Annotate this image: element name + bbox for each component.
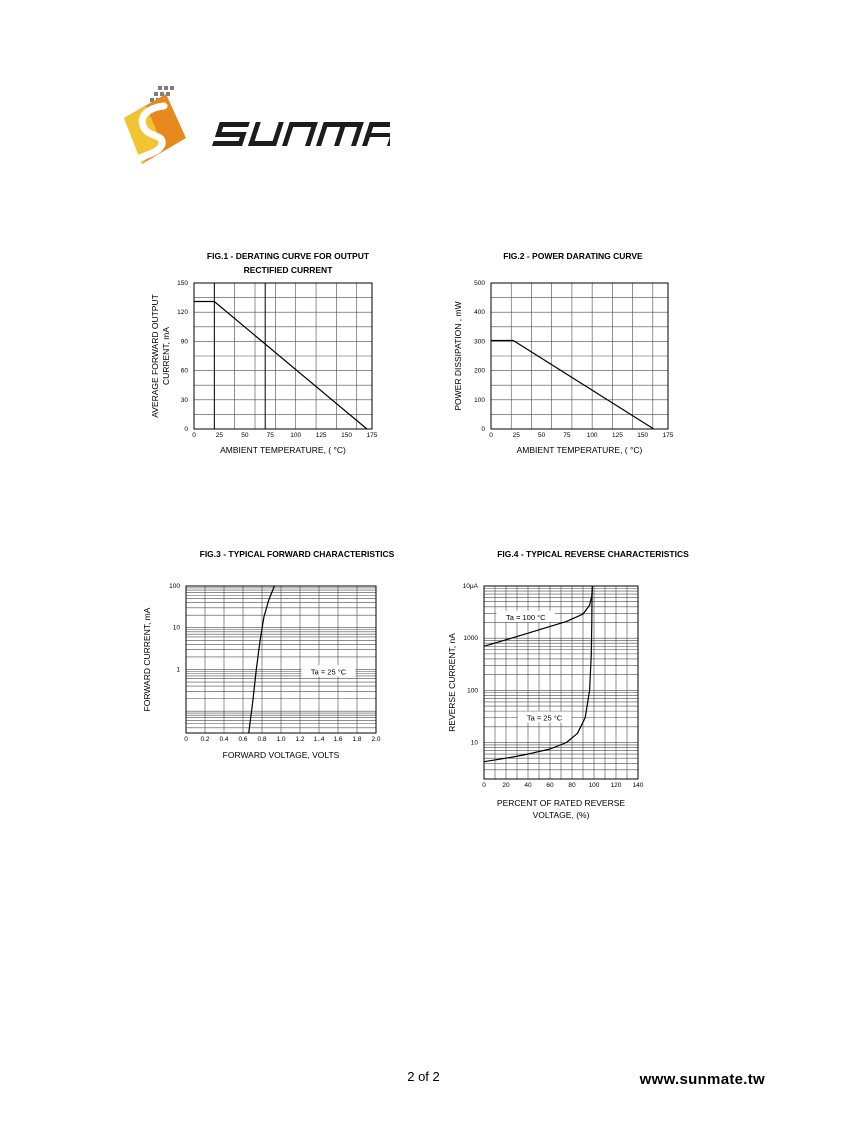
fig4-x-tick-label: 0: [482, 782, 486, 789]
fig3-x-tick-label: 0.6: [238, 736, 248, 743]
fig3-x-tick-label: 1.2: [295, 736, 305, 743]
fig4-x-axis-label: PERCENT OF RATED REVERSE: [496, 798, 626, 808]
fig1-x-tick-label: 100: [290, 432, 302, 439]
fig4-x-tick-label: 40: [524, 782, 532, 789]
fig3-x-tick-label: 1.0: [276, 736, 286, 743]
fig2-x-tick-label: 175: [662, 432, 674, 439]
fig2-x-tick-label: 0: [489, 432, 493, 439]
fig4-y-axis-label: REVERSE CURRENT, nA: [447, 633, 457, 732]
fig1-x-tick-label: 125: [315, 432, 327, 439]
fig1-y-axis-label: CURRENT, mA: [161, 326, 171, 386]
fig4-x-tick-label: 140: [632, 782, 644, 789]
fig1-x-tick-label: 150: [341, 432, 353, 439]
fig2-y-tick-label: 300: [474, 338, 485, 346]
fig4-x-tick-label: 100: [588, 782, 600, 789]
fig1-title: FIG.1 - DERATING CURVE FOR OUTPUT: [206, 251, 370, 261]
fig2-x-tick-label: 125: [611, 432, 623, 439]
fig1-y-tick-label: 30: [180, 396, 188, 404]
fig3-y-tick-label: 10: [172, 624, 180, 632]
fig2-y-tick-label: 400: [474, 309, 485, 317]
fig4-x-tick-label: 60: [546, 782, 554, 789]
fig4-annotation-label: Ta = 100 °C: [506, 612, 546, 622]
fig1-x-tick-label: 50: [241, 432, 249, 439]
fig4-title: FIG.4 - TYPICAL REVERSE CHARACTERISTICS: [497, 549, 689, 559]
fig3-x-tick-label: 1.8: [352, 736, 362, 743]
fig4-y-tick-label: 100: [467, 687, 478, 695]
fig3-x-tick-label: 0: [184, 736, 188, 743]
fig2-y-axis-label: POWER DISSIPATION , mW: [453, 301, 463, 411]
fig1-series-line: [194, 302, 367, 430]
fig2-x-tick-label: 25: [512, 432, 520, 439]
fig3-x-tick-label: 2.0: [371, 736, 381, 743]
fig1-x-tick-label: 25: [215, 432, 224, 439]
fig4-y-tick-label: 10μA: [462, 583, 478, 590]
fig4-annotation-label: Ta = 25 °C: [526, 713, 563, 723]
page-number: 2 of 2: [407, 1069, 440, 1084]
fig4-x-axis-label: VOLTAGE, (%): [532, 810, 590, 820]
fig1-y-tick-label: 120: [177, 309, 188, 317]
fig3-x-tick-label: 1.6: [333, 736, 343, 743]
fig1-x-tick-label: 0: [192, 432, 196, 439]
fig3-x-axis-label: FORWARD VOLTAGE, VOLTS: [222, 750, 340, 760]
fig1-x-tick-label: 75: [266, 432, 274, 439]
fig3-x-tick-label: 0.8: [257, 736, 267, 743]
fig3-y-axis-label: FORWARD CURRENT, mA: [142, 607, 152, 712]
fig4-y-tick-label: 1000: [463, 635, 478, 643]
fig2-x-axis-label: AMBIENT TEMPERATURE, ( °C): [516, 445, 643, 455]
fig1-y-tick-label: 0: [184, 426, 188, 433]
fig2-y-tick-label: 100: [474, 396, 485, 404]
fig1-y-tick-label: 150: [177, 280, 188, 287]
fig2-series-line: [491, 341, 654, 430]
fig4-x-tick-label: 120: [610, 782, 622, 789]
fig2-x-tick-label: 50: [537, 432, 546, 439]
fig2-y-tick-label: 0: [481, 426, 485, 433]
fig3-y-tick-label: 100: [169, 583, 180, 590]
fig2-y-tick-label: 200: [474, 367, 485, 375]
fig1-x-axis-label: AMBIENT TEMPERATURE, ( °C): [220, 445, 346, 455]
fig4-x-tick-label: 80: [568, 782, 576, 789]
fig4-y-tick-label: 10: [470, 739, 478, 747]
fig2-title: FIG.2 - POWER DARATING CURVE: [503, 251, 643, 261]
website-link[interactable]: www.sunmate.tw: [639, 1071, 765, 1088]
fig1-y-tick-label: 90: [180, 338, 188, 346]
fig3-x-tick-label: 1..4: [313, 736, 325, 743]
fig2-x-tick-label: 100: [586, 432, 598, 439]
fig3-annotation-label: Ta = 25 °C: [310, 667, 347, 677]
fig2-y-tick-label: 500: [474, 280, 485, 287]
fig2-x-tick-label: 150: [637, 432, 649, 439]
fig2-x-tick-label: 75: [563, 432, 571, 439]
fig4-x-tick-label: 20: [502, 782, 510, 789]
fig1-x-tick-label: 175: [366, 432, 378, 439]
fig3-x-tick-label: 0.2: [200, 736, 210, 743]
fig3-x-tick-label: 0.4: [219, 736, 229, 743]
fig1-y-axis-label: AVERAGE FORWARD OUTPUT: [150, 294, 160, 418]
fig1-title: RECTIFIED CURRENT: [243, 265, 333, 275]
fig3-y-tick-label: 1: [176, 666, 180, 674]
fig3-title: FIG.3 - TYPICAL FORWARD CHARACTERISTICS: [199, 549, 395, 559]
fig1-y-tick-label: 60: [180, 367, 188, 375]
